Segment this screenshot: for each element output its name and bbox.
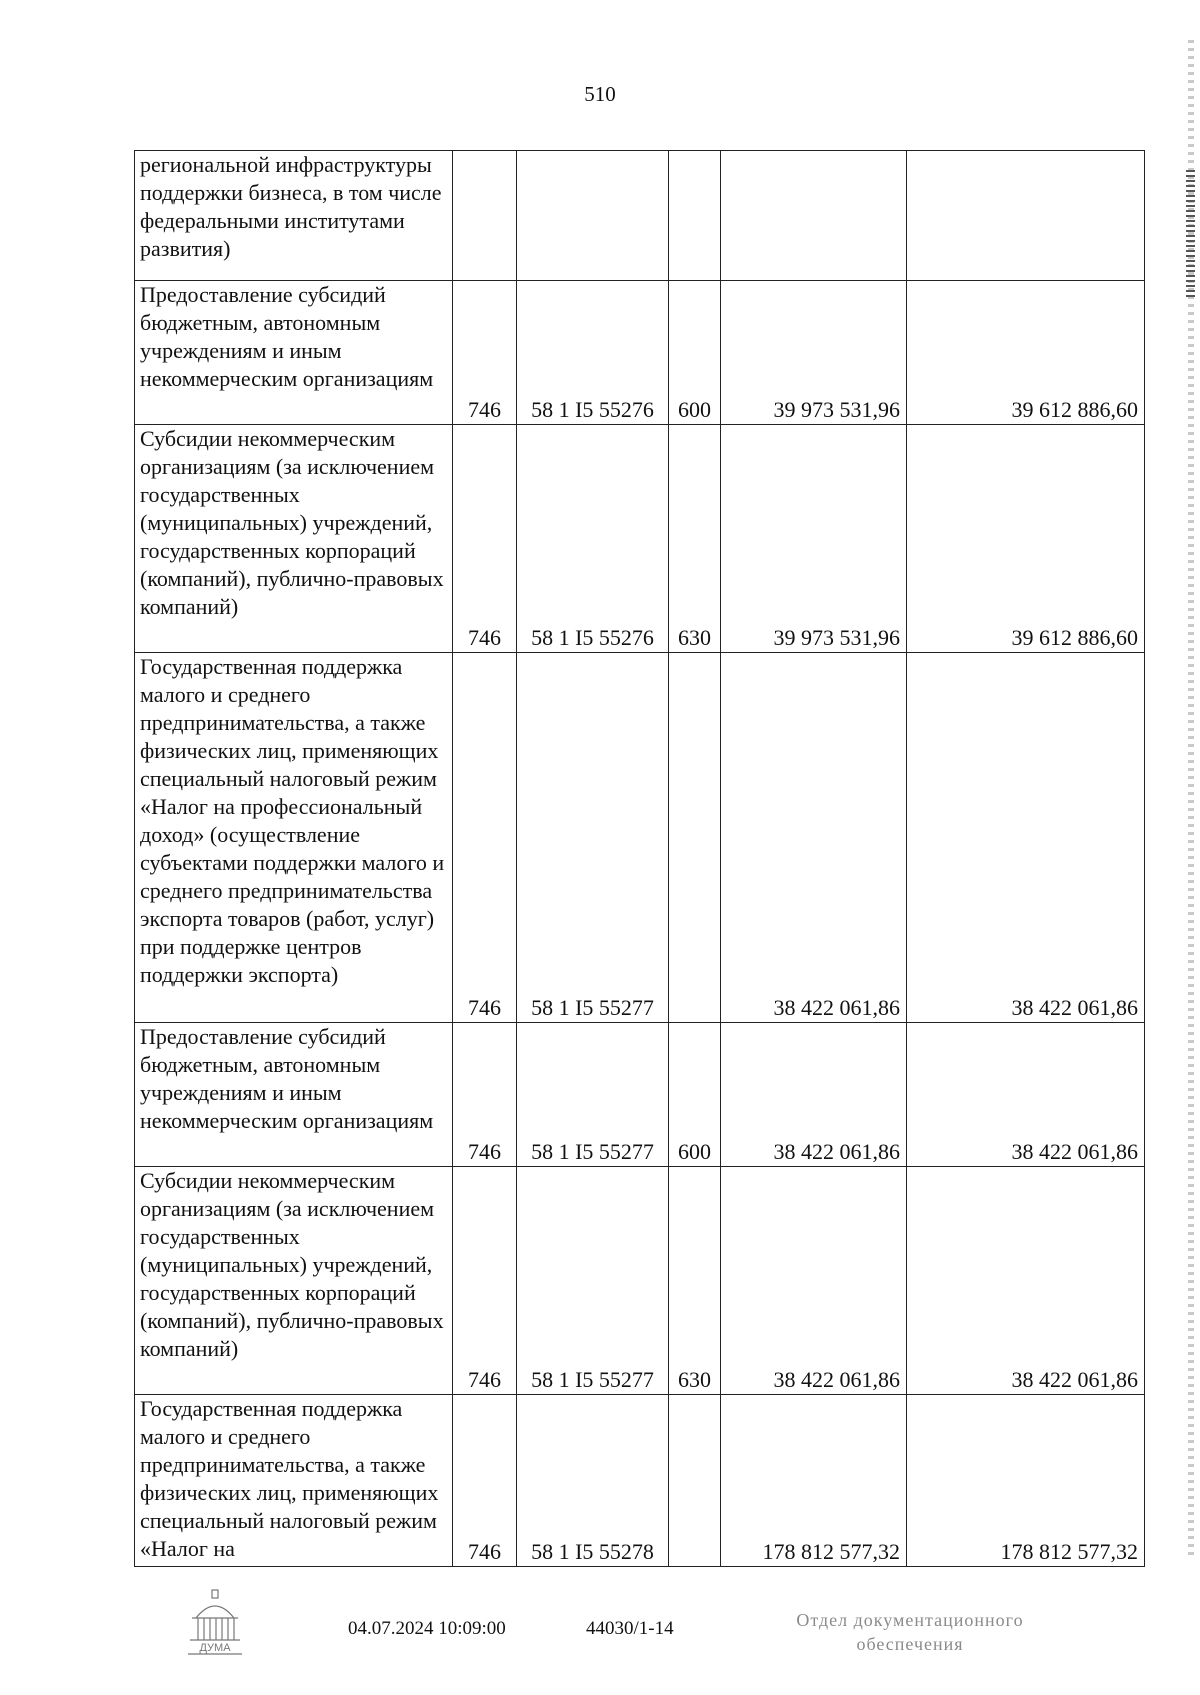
row-sum-1: 39 973 531,96 — [721, 425, 907, 653]
row-sum-2: 178 812 577,32 — [907, 1395, 1145, 1567]
row-grbs: 746 — [453, 425, 517, 653]
table-row — [135, 1167, 1145, 1395]
row-sum-2: 38 422 061,86 — [907, 1167, 1145, 1395]
row-name: Предоставление субсидий бюджетным, автономным учреждениям и иным некоммерческим организациям — [135, 281, 453, 425]
row-name: Субсидии некоммерческим организациям (за исключением государственных (муниципальных) учреждений, государственных корпораций (компаний), публично-правовых компаний) — [135, 1167, 453, 1395]
row-grbs: 746 — [453, 1395, 517, 1567]
row-csr: 58 1 I5 55277 — [517, 1167, 669, 1395]
table-row — [135, 1023, 1145, 1167]
row-sum-1: 38 422 061,86 — [721, 1167, 907, 1395]
table-row — [135, 1395, 1145, 1567]
row-sum-1 — [721, 151, 907, 281]
row-vr: 630 — [669, 1167, 721, 1395]
stamp-line-2: обеспечения — [856, 1634, 964, 1654]
row-vr — [669, 1395, 721, 1567]
row-sum-1: 39 973 531,96 — [721, 281, 907, 425]
row-sum-2: 39 612 886,60 — [907, 281, 1145, 425]
row-csr: 58 1 I5 55276 — [517, 281, 669, 425]
row-sum-1: 38 422 061,86 — [721, 653, 907, 1023]
budget-table — [134, 150, 1145, 1567]
table-row — [135, 151, 1145, 281]
footer-registration-number: 44030/1-14 — [586, 1618, 674, 1639]
row-csr: 58 1 I5 55277 — [517, 1023, 669, 1167]
scan-edge-mark-dark — [1186, 170, 1195, 300]
row-vr — [669, 151, 721, 281]
row-name: Предоставление субсидий бюджетным, автономным учреждениям и иным некоммерческим организациям — [135, 1023, 453, 1167]
footer-date: 04.07.2024 10:09:00 — [348, 1618, 506, 1639]
row-grbs: 746 — [453, 281, 517, 425]
row-name: Государственная поддержка малого и среднего предпринимательства, а также физических лиц, применяющих специальный налоговый режим «Налог на — [135, 1395, 453, 1567]
row-sum-2: 38 422 061,86 — [907, 1023, 1145, 1167]
row-sum-2 — [907, 151, 1145, 281]
row-sum-2: 38 422 061,86 — [907, 653, 1145, 1023]
department-stamp — [760, 1608, 1060, 1656]
row-csr — [517, 151, 669, 281]
row-vr: 600 — [669, 1023, 721, 1167]
row-sum-1: 178 812 577,32 — [721, 1395, 907, 1567]
emblem-text: ДУМА — [199, 1642, 231, 1654]
row-sum-1: 38 422 061,86 — [721, 1023, 907, 1167]
row-vr: 600 — [669, 281, 721, 425]
row-name: региональной инфраструктуры поддержки бизнеса, в том числе федеральными институтами развития) — [135, 151, 453, 281]
row-name: Государственная поддержка малого и среднего предпринимательства, а также физических лиц, применяющих специальный налоговый режим «Налог на профессиональный доход» (осуществление субъектами поддержки малого и среднего предпринимательства экспорта товаров (работ, услуг) при поддержке центров поддержки экспорта) — [135, 653, 453, 1023]
row-vr: 630 — [669, 425, 721, 653]
row-vr — [669, 653, 721, 1023]
row-csr: 58 1 I5 55278 — [517, 1395, 669, 1567]
row-grbs: 746 — [453, 1023, 517, 1167]
row-csr: 58 1 I5 55277 — [517, 653, 669, 1023]
duma-emblem-icon — [182, 1588, 248, 1658]
stamp-line-1: Отдел документационного — [796, 1610, 1024, 1630]
table-row — [135, 425, 1145, 653]
row-name: Субсидии некоммерческим организациям (за исключением государственных (муниципальных) учреждений, государственных корпораций (компаний), публично-правовых компаний) — [135, 425, 453, 653]
row-grbs: 746 — [453, 653, 517, 1023]
table-row — [135, 653, 1145, 1023]
row-grbs: 746 — [453, 1167, 517, 1395]
page-number: 510 — [584, 82, 616, 106]
table-row — [135, 281, 1145, 425]
row-csr: 58 1 I5 55276 — [517, 425, 669, 653]
row-sum-2: 39 612 886,60 — [907, 425, 1145, 653]
row-grbs — [453, 151, 517, 281]
